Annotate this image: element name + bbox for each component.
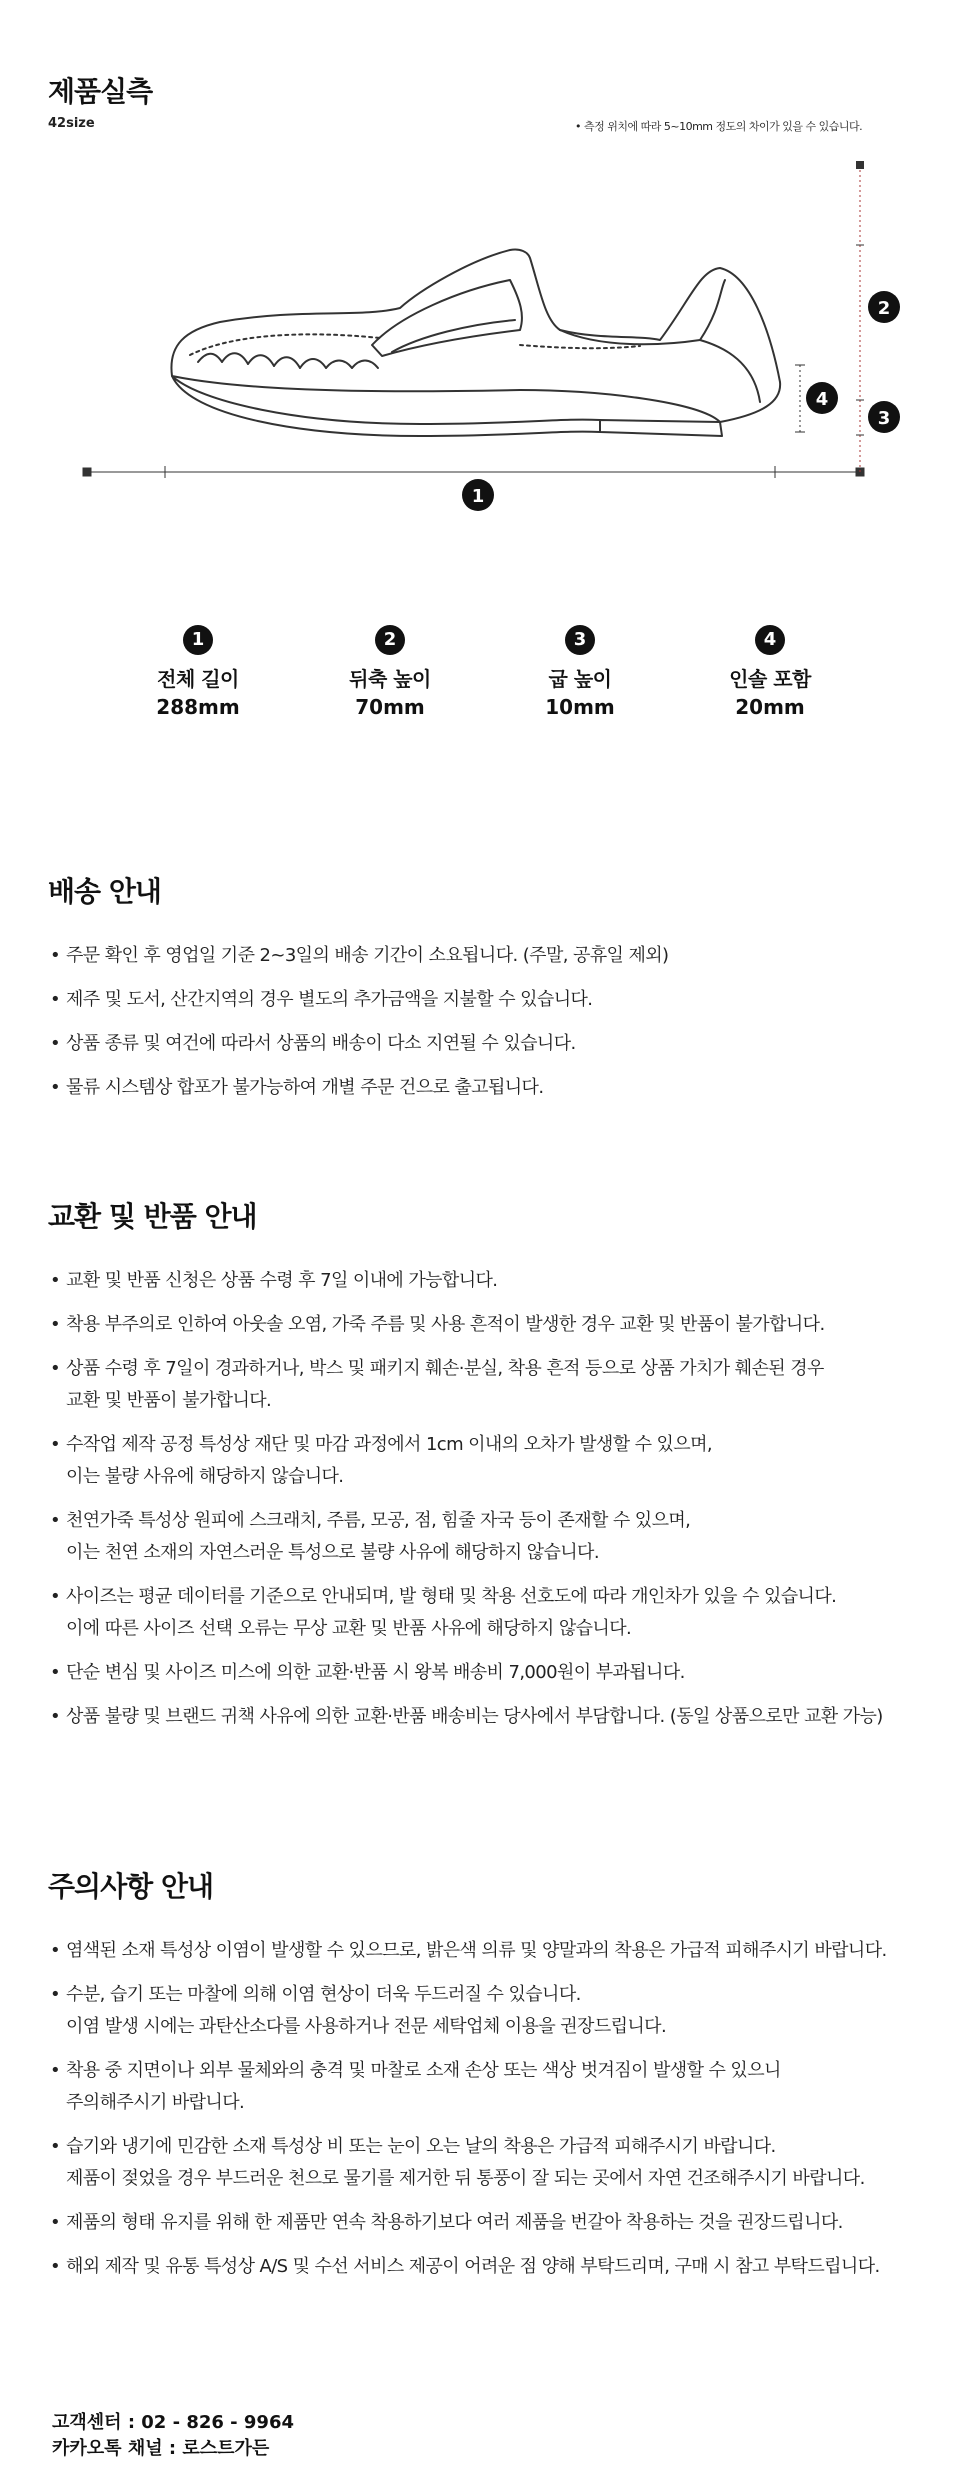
list-line: 이에 따른 사이즈 선택 오류는 무상 교환 및 반품 사유에 해당하지 않습니다. — [66, 1618, 632, 1639]
list-item: • 상품 종류 및 여건에 따라서 상품의 배송이 다소 지연될 수 있습니다. — [48, 1028, 928, 1060]
measure-title: 제품실측 — [48, 75, 153, 108]
spec-number: 2 — [375, 625, 405, 655]
svg-text:2: 2 — [877, 298, 891, 319]
list-line: 이염 발생 시에는 과탄산소다를 사용하거나 전문 세탁업체 이용을 권장드립니다. — [66, 2016, 667, 2037]
marker-3 — [868, 401, 900, 433]
list-item — [48, 1353, 928, 1417]
list-line: 이는 천연 소재의 자연스러운 특성으로 불량 사유에 해당하지 않습니다. — [66, 1542, 599, 1563]
marker-1 — [462, 479, 494, 511]
contact-info — [52, 2410, 294, 2462]
shipping-list — [48, 940, 928, 1116]
list-line: • 사이즈는 평균 데이터를 기준으로 안내되며, 발 형태 및 착용 선호도에 따라 개인차가 있을 수 있습니다. — [66, 1586, 837, 1607]
list-line: 제품이 젖었을 경우 부드러운 천으로 물기를 제거한 뒤 통풍이 잘 되는 곳에서 자연 건조해주시기 바랍니다. — [66, 2168, 865, 2189]
marker-2 — [868, 291, 900, 323]
shoe-illustration — [171, 249, 780, 436]
shoe-diagram — [0, 140, 960, 520]
list-item — [48, 1265, 928, 1297]
list-line: 주의해주시기 바랍니다. — [66, 2092, 245, 2113]
list-item — [48, 2055, 928, 2119]
list-line: • 단순 변심 및 사이즈 미스에 의한 교환·반품 시 왕복 배송비 7,000원이 부과됩니다. — [66, 1662, 685, 1683]
list-item — [48, 1581, 928, 1645]
spec-value: 288mm — [156, 695, 240, 719]
list-line: • 착용 부주의로 인하여 아웃솔 오염, 가죽 주름 및 사용 흔적이 발생한 경우 교환 및 반품이 불가합니다. — [66, 1314, 825, 1335]
list-line: 교환 및 반품이 불가합니다. — [66, 1390, 272, 1411]
spec-label: 뒤축 높이 — [349, 667, 431, 691]
caution-title: 주의사항 안내 — [48, 1870, 214, 1903]
returns-list — [48, 1265, 928, 1745]
spec-heel-height — [290, 625, 490, 721]
list-line: • 염색된 소재 특성상 이염이 발생할 수 있으므로, 밝은색 의류 및 양말과의 착용은 가급적 피해주시기 바랍니다. — [66, 1940, 887, 1961]
spec-label: 인솔 포함 — [729, 667, 811, 691]
spec-heel — [480, 625, 680, 721]
list-item — [48, 1657, 928, 1689]
list-item — [48, 2251, 928, 2283]
list-line: • 습기와 냉기에 민감한 소재 특성상 비 또는 눈이 오는 날의 착용은 가급적 피해주시기 바랍니다. — [66, 2136, 776, 2157]
list-line: • 천연가죽 특성상 원피에 스크래치, 주름, 모공, 점, 힘줄 자국 등이 존재할 수 있으며, — [66, 1510, 691, 1531]
list-item: • 주문 확인 후 영업일 기준 2~3일의 배송 기간이 소요됩니다. (주말, 공휴일 제외) — [48, 940, 928, 972]
marker-4 — [806, 382, 838, 414]
list-item: • 제주 및 도서, 산간지역의 경우 별도의 추가금액을 지불할 수 있습니다. — [48, 984, 928, 1016]
list-item: • 물류 시스템상 합포가 불가능하여 개별 주문 건으로 출고됩니다. — [48, 1072, 928, 1104]
measure-note: • 측정 위치에 따라 5~10mm 정도의 차이가 있을 수 있습니다. — [575, 120, 863, 133]
spec-value: 70mm — [355, 695, 425, 719]
svg-text:3: 3 — [877, 408, 891, 429]
list-line: 이는 불량 사유에 해당하지 않습니다. — [66, 1466, 344, 1487]
spec-value: 20mm — [735, 695, 805, 719]
list-line: • 교환 및 반품 신청은 상품 수령 후 7일 이내에 가능합니다. — [66, 1270, 498, 1291]
spec-insole — [670, 625, 870, 721]
list-item — [48, 1309, 928, 1341]
list-item — [48, 2131, 928, 2195]
spec-number: 1 — [183, 625, 213, 655]
insole-dimension — [795, 365, 805, 432]
spec-number: 3 — [565, 625, 595, 655]
list-line: • 제품의 형태 유지를 위해 한 제품만 연속 착용하기보다 여러 제품을 번갈아 착용하는 것을 권장드립니다. — [66, 2212, 843, 2233]
list-item — [48, 2207, 928, 2239]
length-dimension — [83, 466, 864, 478]
list-line: • 상품 불량 및 브랜드 귀책 사유에 의한 교환·반품 배송비는 당사에서 부담합니다. (동일 상품으로만 교환 가능) — [66, 1706, 883, 1727]
spec-label: 전체 길이 — [157, 667, 239, 691]
shipping-title: 배송 안내 — [48, 875, 161, 908]
returns-title: 교환 및 반품 안내 — [48, 1200, 257, 1233]
list-line: • 착용 중 지면이나 외부 물체와의 충격 및 마찰로 소재 손상 또는 색상 벗겨짐이 발생할 수 있으니 — [66, 2060, 781, 2081]
list-item — [48, 1701, 928, 1733]
list-item — [48, 1429, 928, 1493]
spec-number: 4 — [755, 625, 785, 655]
guide-cap — [856, 161, 864, 169]
list-item — [48, 1505, 928, 1569]
size-label: 42size — [48, 116, 95, 131]
list-line: • 상품 수령 후 7일이 경과하거나, 박스 및 패키지 훼손·분실, 착용 흔적 등으로 상품 가치가 훼손된 경우 — [66, 1358, 824, 1379]
list-line: • 해외 제작 및 유통 특성상 A/S 및 수선 서비스 제공이 어려운 점 양해 부탁드리며, 구매 시 참고 부탁드립니다. — [66, 2256, 880, 2277]
caution-list — [48, 1935, 928, 2295]
list-line: • 수분, 습기 또는 마찰에 의해 이염 현상이 더욱 두드러질 수 있습니다. — [66, 1984, 581, 2005]
list-item — [48, 1979, 928, 2043]
spec-label: 굽 높이 — [548, 667, 612, 691]
spec-value: 10mm — [545, 695, 615, 719]
list-line: • 수작업 제작 공정 특성상 재단 및 마감 과정에서 1cm 이내의 오차가 발생할 수 있으며, — [66, 1434, 712, 1455]
svg-text:1: 1 — [471, 486, 485, 507]
spec-length — [98, 625, 298, 721]
phone-text: 고객센터 : 02 - 826 - 9964 — [52, 2412, 295, 2433]
list-item — [48, 1935, 928, 1967]
kakao-text: 카카오톡 채널 : 로스트가든 — [52, 2438, 270, 2459]
svg-text:4: 4 — [815, 389, 829, 410]
